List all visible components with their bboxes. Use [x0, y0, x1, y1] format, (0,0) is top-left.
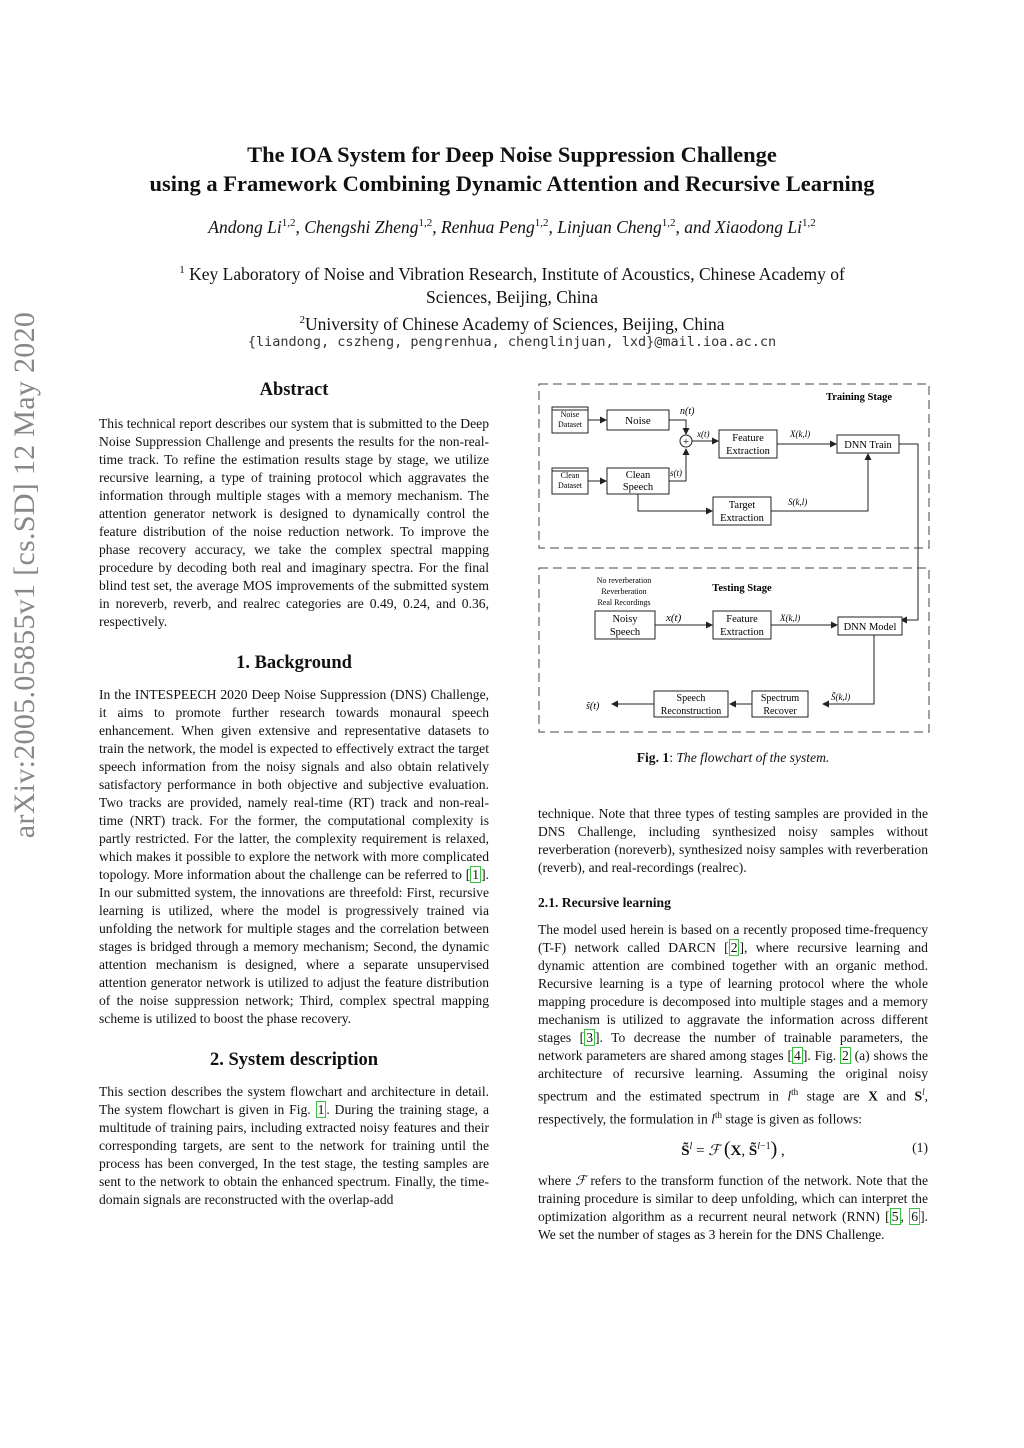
arxiv-stamp: arXiv:2005.05855v1 [cs.SD] 12 May 2020: [8, 311, 41, 839]
rl-text-c: ]. To decrease the number of trainable parameters, the network parameters are shared among stages [: [538, 1030, 928, 1063]
paper-title: [0, 140, 1024, 198]
rl-text-g: , respectively, the formulation in: [538, 1088, 928, 1127]
X-kl-label: X(k,l): [790, 429, 811, 439]
title-line-1: The IOA System for Deep Noise Suppression Challenge: [247, 142, 777, 167]
n-t-label: n(t): [680, 406, 695, 417]
author-name: Andong Li: [208, 217, 282, 237]
X-kl-label-test: X(k,l): [780, 613, 801, 623]
test-source-1: No reverberation: [596, 576, 652, 585]
rl-text-e: (a) shows the architecture of recursive learning. Assuming the original noisy spectrum and the estimated spectrum in: [538, 1048, 928, 1104]
noise-label: Noise: [625, 415, 651, 427]
noise-dataset-line2: Dataset: [558, 420, 582, 429]
affil-mark-2: 2: [299, 313, 306, 326]
target-extraction-line1: Target: [728, 500, 756, 511]
clean-dataset-node: [552, 468, 588, 494]
dnn-model-label: DNN Model: [843, 622, 897, 633]
rl-text-a: The model used herein is based on a recently proposed time-frequency (T-F) network called DARCN [: [538, 922, 928, 955]
system-text-a: This section describes the system flowchart and architecture in detail. The system flowchart is given in Fig.: [99, 1084, 489, 1117]
background-text-b: . In our submitted system, the innovations are threefold: First, recursive learning is utilized, where the model is progressively trained via unfolding the network for multiple stages and the correlation between stages is bridged through a memory mechanism; Second, the dynamic attention mechanism is designed, where a separate unsupervised attention generator network is utilized to adjust the feature distribution of the noise suppression network; Third, complex spectral mapping scheme is utilized to boost the phase recovery.: [99, 867, 489, 1026]
sum-plus: +: [682, 436, 690, 448]
feature-extraction-test-line2: Extraction: [720, 627, 764, 638]
noise-dataset-line1: Noise: [560, 410, 580, 419]
author-list: [0, 217, 1024, 238]
recursive-learning-heading: 2.1. Recursive learning: [538, 895, 671, 910]
system-text-b: . During the training stage, a multitude of training pairs, including extracted noisy features and their corresponding targets, are sent to the network for training until the process has been converged, In the test stage, the testing samples are sent to the network to obtain the enhanced spectrum. Finally, the time-domain signals are reconstructed with the overlap-add: [99, 1102, 489, 1207]
feature-extraction-line1: Feature: [732, 433, 764, 444]
noisy-speech-line1: Noisy: [612, 614, 638, 625]
affil-mark-1: 1: [179, 264, 185, 276]
equation-body: S̃$^l$ = ℱ (X, S̃$^{l-1}$) ,: [681, 1138, 785, 1161]
dnn-train-label: DNN Train: [844, 440, 892, 451]
clean-dataset-line2: Dataset: [558, 481, 582, 490]
feature-extraction-test-line1: Feature: [726, 614, 758, 625]
caption-label: Fig. 1: [636, 750, 670, 765]
rl2-text-c: ]. We set the number of stages as 3 herein for the DNS Challenge.: [538, 1209, 928, 1243]
author-affil-mark: 1,2: [801, 217, 816, 230]
rl-text-d: ]. Fig.: [802, 1048, 840, 1063]
author-separator: , and: [675, 217, 715, 237]
abstract-text: This technical report describes our system that is submitted to the Deep Noise Suppression Challenge and presents the results for the non-real-time track. To refine the estimation results stage by stage, we utilize recursive learning, a type of training protocol which aggravates the information through multiple stages with a memory mechanism. The attention generator network is designed to dynamically control the feature distribution of the noise reduction network. To improve the phase recovery accuracy, we take the complex spectral mapping procedure by decoding both real and imaginary spectra. For the final blind test set, the average MOS improvements of the submitted system in noreverb, reverb, and realrec categories are 0.49, 0.24, and 0.36, respectively.: [99, 416, 489, 629]
right-column: [538, 805, 928, 1244]
author-separator: ,: [432, 217, 441, 237]
author-affil-mark: 1,2: [534, 217, 549, 230]
author-name: Linjuan Cheng: [557, 217, 662, 237]
author-name: Renhua Peng: [440, 217, 535, 237]
affil-1-line-1: Key Laboratory of Noise and Vibration Research, Institute of Acoustics, Chinese Academy of: [184, 263, 845, 284]
S-hat-label: S̃(k,l): [831, 692, 851, 702]
figure-caption: Fig. 1: The flowchart of the system.: [636, 750, 830, 765]
abstract-heading: Abstract: [259, 380, 329, 400]
affiliations: [90, 259, 934, 336]
rl-text-b: ], where recursive learning and dynamic attention are combined together with an organic method. Recursive learning is a type of learning protocol where the whole mapping procedure is decomposed into multiple stages and a memory mechanism is utilized to aggravate the information across different stages [: [538, 940, 928, 1045]
feature-extraction-line2: Extraction: [726, 446, 770, 457]
S-kl-label: S(k,l): [788, 497, 808, 507]
author-separator: ,: [295, 217, 305, 237]
caption-text: The flowchart of the system.: [676, 750, 830, 765]
title-line-2: using a Framework Combining Dynamic Attention and Recursive Learning: [149, 171, 875, 196]
noisy-speech-line2: Speech: [609, 627, 641, 638]
citation-link[interactable]: 4: [794, 1048, 801, 1063]
s-t-label: s(t): [670, 468, 682, 478]
figure-link[interactable]: 2: [841, 1048, 849, 1063]
author-affil-mark: 1,2: [281, 217, 296, 230]
spectrum-recover-line1: Spectrum: [760, 693, 800, 704]
background-text-a: In the INTESPEECH 2020 Deep Noise Suppression (DNS) Challenge, it aims to promote further research towards monaural speech enhancement. When given extensive and representative datasets to train the network, the model is expected to effectively extract the target speech information from the noisy signals and also obtain relatively satisfactory performance in both objective and subjective evaluation. Two tracks are provided, namely real-time (RT) track and non-real-time (NRT) track. For the former, the computational complexity is partly restricted. For the latter, the complexity requirement is relaxed, which makes it possible to explore the network with more complicated topology. More information about the challenge can be referred to: [99, 687, 489, 882]
background-text: In the INTESPEECH 2020 Deep Noise Suppression (DNS) Challenge, it aims to promote further research towards monaural speech enhancement. When given extensive and representative datasets to train the network, the model is expected to effectively extract the target speech information from the noisy signals and also obtain relatively satisfactory performance in both objective and subjective evaluation. Two tracks are provided, namely real-time (RT) track and non-real-time (NRT) track. For the former, the computational complexity is partly restricted. For the latter, the complexity requirement is relaxed, which makes it possible to explore the network with more complicated topology. More information about the challenge can be referred to [ 1 ]. In our submitted system, the innovations are threefold: First, recursive learning is utilized, where the model is progressively trained via unfolding the network for multiple stages and the correlation between stages is bridged through a memory mechanism; Second, the dynamic attention mechanism is designed, where a separate unsupervised attention generator network is utilized to adjust the feature distribution of the noise suppression network; Third, complex spectral mapping scheme is utilized to boost the phase recovery.: [99, 687, 489, 1026]
speech-reconstruction-line2: Reconstruction: [660, 706, 722, 717]
citation-link[interactable]: 6: [911, 1209, 919, 1225]
rl-text-h: stage is given as follows:: [721, 1111, 863, 1127]
equation-number: (1): [912, 1140, 928, 1156]
rl2-text-a: where: [538, 1173, 576, 1189]
clean-speech-line1: Clean: [625, 470, 651, 481]
testing-stage-label: Testing Stage: [712, 583, 772, 594]
spectrum-recover-line2: Recover: [763, 706, 797, 717]
target-extraction-line2: Extraction: [720, 513, 764, 524]
citation-link[interactable]: 1: [472, 867, 480, 882]
background-heading: 1. Background: [236, 653, 352, 673]
author-affil-mark: 1,2: [418, 217, 433, 230]
figure-link[interactable]: 1: [317, 1102, 325, 1117]
system-flowchart: [534, 380, 934, 740]
equation-1: [538, 1128, 928, 1172]
clean-dataset-line1: Clean: [560, 471, 580, 480]
recursive-learning-text: The model used herein is based on a recently proposed time-frequency (T-F) network called DARCN [ 2 ], where recursive learning and dynamic attention are combined together with an organic method. Recursive learning is a type of learning protocol where the whole mapping procedure is decomposed into multiple stages and a memory mechanism is utilized to aggravate the information across different stages [ 3 ]. To decrease the number of trainable parameters, the network parameters are shared among stages [ 4 ]. Fig. 2 (a) shows the architecture of recursive learning. Assuming the original noisy spectrum and the estimated spectrum in $l^{th}$ stage are X and $S^l$, respectively, the formulation in $l^{th}$ stage is given as follows:: [538, 922, 928, 1127]
affiliation-2: [90, 309, 934, 336]
affil-2-text: University of Chinese Academy of Sciences, Beijing, China: [305, 313, 725, 334]
system-continuation: technique. Note that three types of testing samples are provided in the DNS Challenge, including synthesized noisy samples without reverberation (noreverb), synthesized noisy samples with reverberation (reverb), and real-recordings (realrec).: [538, 806, 928, 875]
affil-1-line-2: Sciences, Beijing, China: [425, 286, 599, 307]
author-separator: ,: [548, 217, 558, 237]
affiliation-1: [90, 259, 934, 286]
email-line: {liandong, cszheng, pengrenhua, chenglinjuan, lxd}@mail.ioa.ac.cn: [247, 334, 777, 350]
system-text: [99, 1083, 489, 1209]
test-source-2: Reverberation: [601, 587, 647, 596]
citation-link[interactable]: 2: [730, 940, 738, 955]
x-t-label: x(t): [697, 429, 710, 439]
rl-text-f: stage are: [798, 1088, 869, 1104]
speech-reconstruction-line1: Speech: [676, 693, 706, 704]
rl2-text-b: refers to the transform function of the network. Note that the training procedure is similar to deep unfolding, which can interpret the optimization algorithm as a recurrent neural network (RNN) [: [538, 1173, 928, 1225]
citation-link[interactable]: 5: [891, 1209, 899, 1225]
recursive-learning-text-2: where ℱ refers to the transform function of the network. Note that the training procedure is similar to deep unfolding, which can interpret the optimization algorithm as a recurrent neural network (RNN) [ 5 , 6 ]. We set the number of stages as 3 herein for the DNS Challenge.: [538, 1173, 928, 1243]
s-hat-label: s̃(t): [586, 701, 600, 712]
x-t-label-test: x(t): [666, 612, 682, 624]
author-name: Chengshi Zheng: [304, 217, 419, 237]
noise-dataset-node: [552, 407, 588, 433]
left-column: [99, 380, 489, 1209]
citation-link[interactable]: 3: [586, 1030, 594, 1045]
system-heading: 2. System description: [209, 1050, 379, 1070]
test-source-3: Real Recordings: [597, 598, 651, 607]
author-affil-mark: 1,2: [661, 217, 676, 230]
clean-speech-line2: Speech: [622, 482, 654, 493]
author-name: Xiaodong Li: [714, 217, 802, 237]
training-stage-label: Training Stage: [825, 392, 893, 403]
